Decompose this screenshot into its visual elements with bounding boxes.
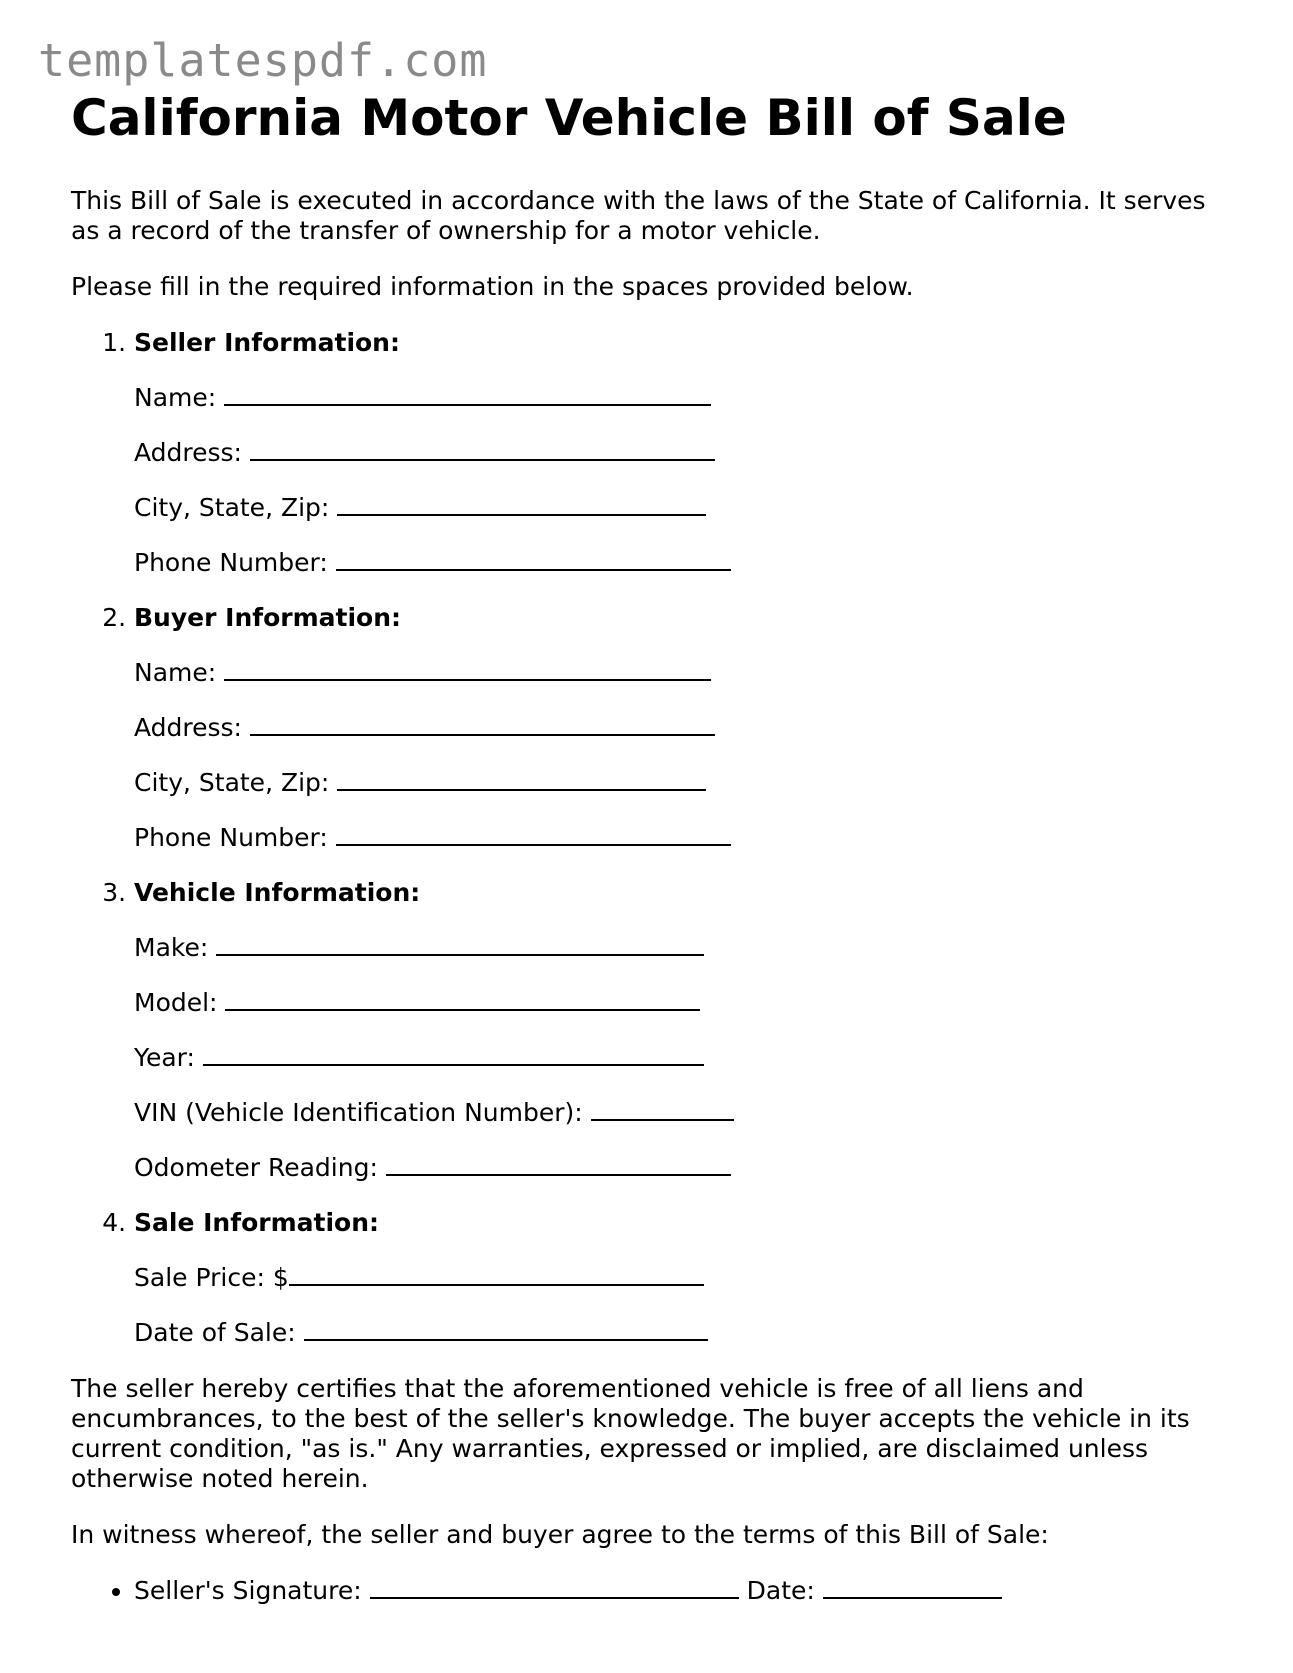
section-title: Vehicle Information: — [134, 878, 421, 907]
signature-list — [71, 1576, 1231, 1606]
field-label: VIN (Vehicle Identification Number): — [134, 1098, 583, 1127]
field-label: Sale Price: $ — [134, 1263, 289, 1292]
sale-date-blank[interactable] — [304, 1319, 708, 1341]
section-title: Seller Information: — [134, 328, 400, 357]
vehicle-vin-blank[interactable] — [591, 1099, 734, 1121]
section-sale — [134, 1208, 1231, 1348]
seller-address-blank[interactable] — [250, 439, 715, 461]
vehicle-year-field — [134, 1043, 1231, 1073]
vehicle-year-blank[interactable] — [203, 1044, 704, 1066]
page-title: California Motor Vehicle Bill of Sale — [71, 89, 1067, 147]
vehicle-odometer-field — [134, 1153, 1231, 1183]
seller-signature-line — [134, 1576, 1231, 1606]
sale-price-blank[interactable] — [289, 1264, 704, 1286]
section-title: Sale Information: — [134, 1208, 379, 1237]
field-label: Address: — [134, 438, 242, 467]
buyer-phone-blank[interactable] — [336, 824, 731, 846]
section-seller — [134, 328, 1231, 578]
buyer-name-blank[interactable] — [224, 659, 711, 681]
field-label: City, State, Zip: — [134, 768, 330, 797]
vehicle-make-blank[interactable] — [216, 934, 704, 956]
field-label: City, State, Zip: — [134, 493, 330, 522]
vehicle-vin-field — [134, 1098, 1231, 1128]
buyer-name-field — [134, 658, 1231, 688]
seller-phone-blank[interactable] — [336, 549, 731, 571]
field-label: Year: — [134, 1043, 195, 1072]
intro-paragraph: This Bill of Sale is executed in accordance with the laws of the State of California. It serves as a record of the transfer of ownership for a motor vehicle. — [71, 186, 1206, 245]
buyer-phone-field — [134, 823, 1231, 853]
seller-city-blank[interactable] — [337, 494, 706, 516]
buyer-city-blank[interactable] — [337, 769, 706, 791]
seller-name-field — [134, 383, 1231, 413]
vehicle-make-field — [134, 933, 1231, 963]
buyer-address-field — [134, 713, 1231, 743]
seller-name-blank[interactable] — [224, 384, 711, 406]
field-label: Phone Number: — [134, 548, 328, 577]
vehicle-model-field — [134, 988, 1231, 1018]
field-label: Phone Number: — [134, 823, 328, 852]
section-title: Buyer Information: — [134, 603, 402, 632]
vehicle-odometer-blank[interactable] — [386, 1154, 731, 1176]
form-sections — [71, 328, 1231, 1348]
buyer-city-field — [134, 768, 1231, 798]
field-label: Address: — [134, 713, 242, 742]
field-label: Make: — [134, 933, 209, 962]
instruction-paragraph: Please fill in the required information in the spaces provided below. — [71, 272, 914, 301]
field-label: Name: — [134, 658, 217, 687]
field-label: Model: — [134, 988, 218, 1017]
section-vehicle — [134, 878, 1231, 1183]
section-buyer — [134, 603, 1231, 853]
vehicle-model-blank[interactable] — [225, 989, 700, 1011]
seller-signature-blank[interactable] — [370, 1577, 739, 1599]
seller-address-field — [134, 438, 1231, 468]
field-label: Seller's Signature: — [134, 1576, 362, 1605]
seller-city-field — [134, 493, 1231, 523]
sale-price-field — [134, 1263, 1231, 1293]
watermark: templatespdf.com — [38, 34, 488, 87]
field-label: Date: — [746, 1576, 815, 1605]
field-label: Odometer Reading: — [134, 1153, 378, 1182]
seller-signature-date-blank[interactable] — [823, 1577, 1002, 1599]
certification-paragraph: The seller hereby certifies that the aforementioned vehicle is free of all liens and encumbrances, to the best of the seller's knowledge. The buyer accepts the vehicle in its current condition, "as is." Any warranties, expressed or implied, are disclaimed unless otherwise noted herein. — [71, 1374, 1190, 1493]
field-label: Date of Sale: — [134, 1318, 296, 1347]
document-page — [71, 88, 1231, 1606]
field-label: Name: — [134, 383, 217, 412]
sale-date-field — [134, 1318, 1231, 1348]
seller-phone-field — [134, 548, 1231, 578]
witness-paragraph: In witness whereof, the seller and buyer agree to the terms of this Bill of Sale: — [71, 1520, 1049, 1549]
buyer-address-blank[interactable] — [250, 714, 715, 736]
